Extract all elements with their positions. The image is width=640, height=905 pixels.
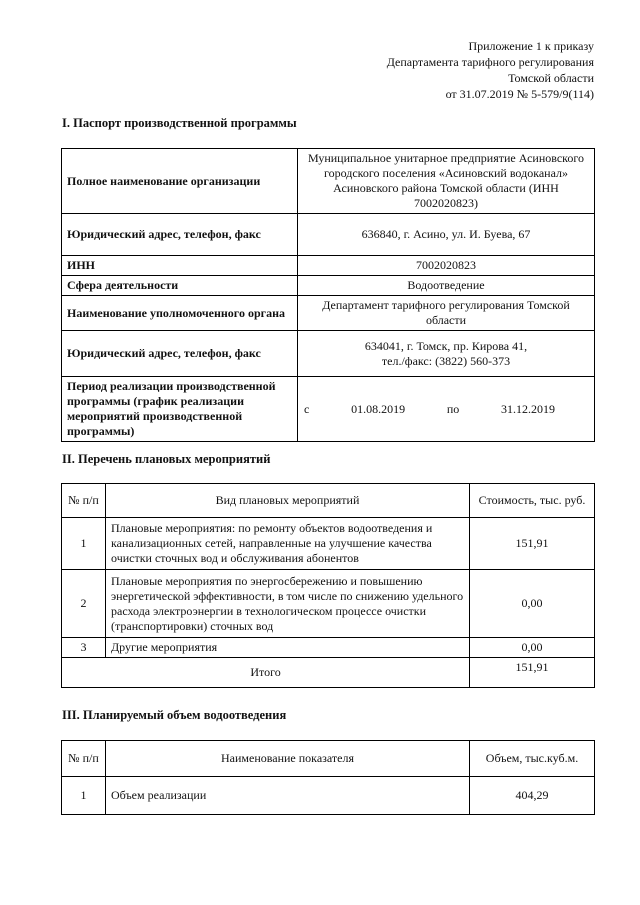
- label-legal-address: Юридический адрес, телефон, факс: [62, 214, 298, 256]
- section-1-title: I. Паспорт производственной программы: [62, 116, 297, 130]
- period-from-date: 01.08.2019: [351, 401, 406, 416]
- header-num: № п/п: [62, 484, 106, 518]
- table-row: [62, 638, 595, 658]
- total-label: Итого: [62, 658, 470, 688]
- value-full-name: Муниципальное унитарное предприятие Асиновского городского поселения «Асиновский водоканал» Асиновского района Томской области (ИНН 7002020823): [298, 149, 595, 214]
- header-volume: Объем, тыс.куб.м.: [470, 741, 595, 777]
- value-inn: 7002020823: [298, 256, 595, 276]
- appendix-header: [387, 38, 594, 102]
- row-1-name: Плановые мероприятия: по ремонту объектов водоотведения и канализационных сетей, направленные на улучшение качества очистки сточных вод и обслуживания абонентов: [106, 518, 470, 570]
- appendix-line-3: Томской области: [508, 71, 594, 85]
- period-to-date: 31.12.2019: [501, 401, 555, 416]
- period-to-word: по: [446, 401, 460, 416]
- table-row: [62, 214, 595, 256]
- measures-table: [61, 483, 595, 688]
- row-2-cost: 0,00: [470, 570, 595, 638]
- table-header-row: [62, 741, 595, 777]
- passport-table: [61, 148, 595, 442]
- row-3-name: Другие мероприятия: [106, 638, 470, 658]
- appendix-line-2: Департамента тарифного регулирования: [386, 55, 594, 69]
- table-row: [62, 149, 595, 214]
- authority-address-line-1: 634041, г. Томск, пр. Кирова 41,: [364, 338, 528, 353]
- header-indicator-name: Наименование показателя: [106, 741, 470, 777]
- table-row: [62, 777, 595, 815]
- row-1-num: 1: [62, 777, 106, 815]
- label-full-name: Полное наименование организации: [62, 149, 298, 214]
- row-2-num: 2: [62, 570, 106, 638]
- appendix-line-1: Приложение 1 к приказу: [468, 39, 594, 53]
- value-authority: Департамент тарифного регулирования Томской области: [298, 296, 595, 331]
- section-2-title: II. Перечень плановых мероприятий: [62, 452, 271, 466]
- header-cost: Стоимость, тыс. руб.: [470, 484, 595, 518]
- label-period: Период реализации производственной программы (график реализации мероприятий производственной программы): [62, 377, 298, 442]
- row-2-name: Плановые мероприятия по энергосбережению и повышению энергетической эффективности, в том числе по снижению удельного расхода электроэнергии в технологическом процессе очистки (транспортировки) сточных вод: [106, 570, 470, 638]
- total-value: 151,91: [470, 658, 595, 688]
- table-row: [62, 296, 595, 331]
- table-total-row: [62, 658, 595, 688]
- row-1-name: Объем реализации: [106, 777, 470, 815]
- row-1-volume: 404,29: [470, 777, 595, 815]
- label-authority: Наименование уполномоченного органа: [62, 296, 298, 331]
- authority-address-line-2: тел./факс: (3822) 560-373: [381, 353, 511, 368]
- header-num: № п/п: [62, 741, 106, 777]
- value-period: [298, 377, 595, 442]
- table-row: [62, 276, 595, 296]
- table-row: [62, 256, 595, 276]
- row-3-cost: 0,00: [470, 638, 595, 658]
- row-1-cost: 151,91: [470, 518, 595, 570]
- row-3-num: 3: [62, 638, 106, 658]
- table-row: [62, 518, 595, 570]
- appendix-line-4: от 31.07.2019 № 5-579/9(114): [445, 87, 594, 101]
- row-1-num: 1: [62, 518, 106, 570]
- label-inn: ИНН: [62, 256, 298, 276]
- value-legal-address: 636840, г. Асино, ул. И. Буева, 67: [298, 214, 595, 256]
- table-row: [62, 331, 595, 377]
- value-authority-address: [298, 331, 595, 377]
- volume-table: [61, 740, 595, 815]
- table-header-row: [62, 484, 595, 518]
- table-row: [62, 377, 595, 442]
- value-activity: Водоотведение: [298, 276, 595, 296]
- section-3-title: III. Планируемый объем водоотведения: [62, 708, 287, 722]
- label-authority-address: Юридический адрес, телефон, факс: [62, 331, 298, 377]
- period-from-word: с: [304, 401, 310, 416]
- label-activity: Сфера деятельности: [62, 276, 298, 296]
- table-row: [62, 570, 595, 638]
- header-measure-type: Вид плановых мероприятий: [106, 484, 470, 518]
